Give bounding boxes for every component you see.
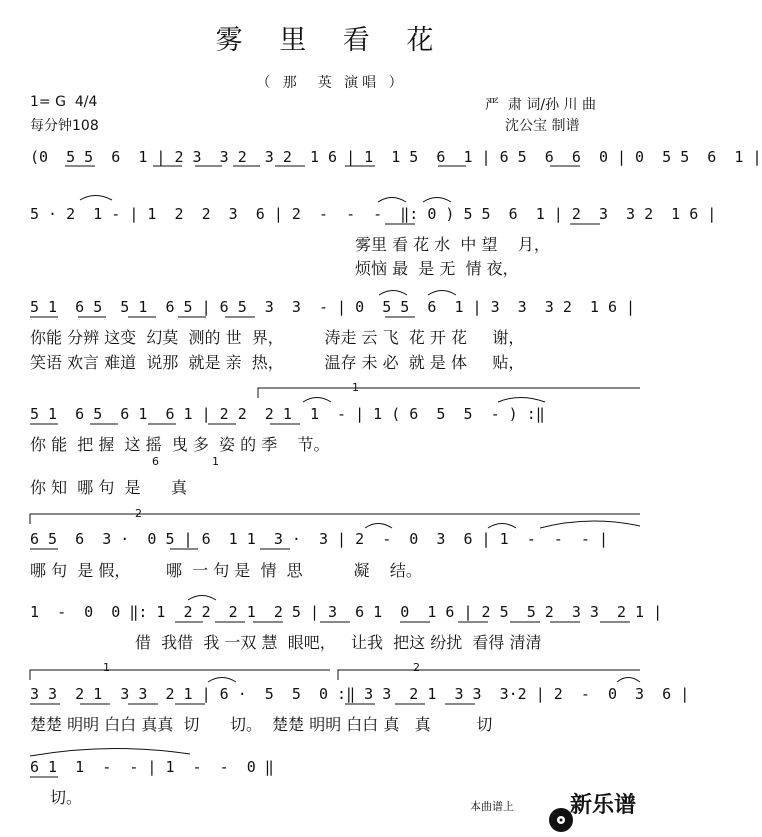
score-line-5: 6 5 6 3 · 0 5 | 6 1 1 3 · 3 | 2 - 0 3 6 | 1 - - - |: [30, 530, 608, 548]
lyric-line-8: 切。: [50, 788, 83, 807]
volta-bracket: [30, 514, 640, 524]
slur: [617, 678, 640, 683]
lyric-line-6: 借 我借 我 一双 慧 眼吧， 让我 把这 纷扰 看得 清清: [135, 633, 542, 652]
disc-icon: [538, 788, 564, 814]
slur: [365, 524, 392, 529]
note-marker-6: 6: [152, 455, 159, 468]
lyric-line-2b: 烦恼 最 是 无 情 夜，: [355, 259, 519, 278]
slur: [498, 398, 545, 403]
lyric-line-4a: 你 能 把 握 这 摇 曳 多 姿 的 季 节。: [30, 435, 330, 454]
score-line-2: 5 · 2 1 - | 1 2 2 3 6 | 2 - - - ‖: 0 ) 5 5 6 1 | 2 3 3 2 1 6 |: [30, 205, 717, 223]
slur: [378, 198, 406, 203]
lyricist-composer: 严 肃 词/孙 川 曲: [485, 97, 596, 113]
slur: [428, 291, 456, 296]
score-line-8: 6 1 1 - - | 1 - - 0 ‖: [30, 758, 274, 776]
lyric-line-3b: 笑语 欢言 难道 说那 就是 亲 热， 温存 未 必 就 是 体 贴，: [30, 353, 525, 372]
note-marker-1: 1: [212, 455, 219, 468]
volta-1-label: 1: [352, 381, 359, 394]
volta-1-label-b: 1: [103, 661, 110, 674]
slur: [379, 291, 407, 296]
singer-subtitle: （ 那 英 演唱 ）: [256, 75, 407, 91]
site-logo: 新乐谱: [570, 793, 637, 818]
key-signature: 1= G 4/4: [30, 94, 98, 110]
slur: [80, 196, 112, 201]
score-line-6: 1 - 0 0 ‖: 1 2 2 2 1 2 5 | 3 6 1 0 1 6 | 2 5 5 2 3 3 2 1 |: [30, 603, 663, 621]
score-line-1: (0 5 5 6 1 | 2 3 3 2 3 2 1 6 | 1 1 5 6 1 | 6 5 6 6 0 | 0 5 5 6 1 |: [30, 148, 762, 166]
slur: [30, 748, 190, 756]
transcriber: 沈公宝 制谱: [505, 118, 580, 134]
volta-bracket: [30, 670, 330, 680]
slur: [540, 521, 640, 528]
lyric-line-3a: 你能 分辨 这变 幻莫 测的 世 界， 涛走 云 飞 花 开 花 谢，: [30, 328, 525, 347]
volta-bracket: [338, 670, 640, 680]
volta-2-label-b: 2: [413, 661, 420, 674]
song-title: 雾 里 看 花: [215, 25, 448, 56]
lyric-line-2a: 雾里 看 花 水 中 望 月，: [355, 235, 550, 254]
slur: [188, 596, 216, 601]
lyric-line-7: 楚楚 明明 白白 真真 切 切。 楚楚 明明 白白 真 真 切: [30, 715, 493, 734]
score-line-3: 5 1 6 5 5 1 6 5 | 6 5 3 3 - | 0 5 5 6 1 | 3 3 3 2 1 6 |: [30, 298, 636, 316]
score-line-7: 3 3 2 1 3 3 2 1 | 6 · 5 5 0 :‖ 3 3 2 1 3 3 3·2 | 2 - 0 3 6 |: [30, 685, 690, 703]
volta-bracket: [258, 388, 640, 398]
slur: [423, 198, 451, 203]
footer-label: 本曲谱上: [470, 800, 514, 813]
lyric-line-5: 哪 句 是 假， 哪 一 句 是 情 思 凝 结。: [30, 561, 422, 580]
slur: [488, 524, 516, 529]
slur: [208, 678, 236, 683]
tempo-marking: 每分钟108: [30, 118, 99, 134]
volta-2-label: 2: [135, 507, 142, 520]
lyric-line-4b: 你 知 哪 句 是 真: [30, 478, 188, 497]
slur: [303, 398, 331, 403]
score-line-4: 5 1 6 5 6 1 6 1 | 2 2 2 1 1 - | 1 ( 6 5 5 - ) :‖: [30, 405, 545, 423]
